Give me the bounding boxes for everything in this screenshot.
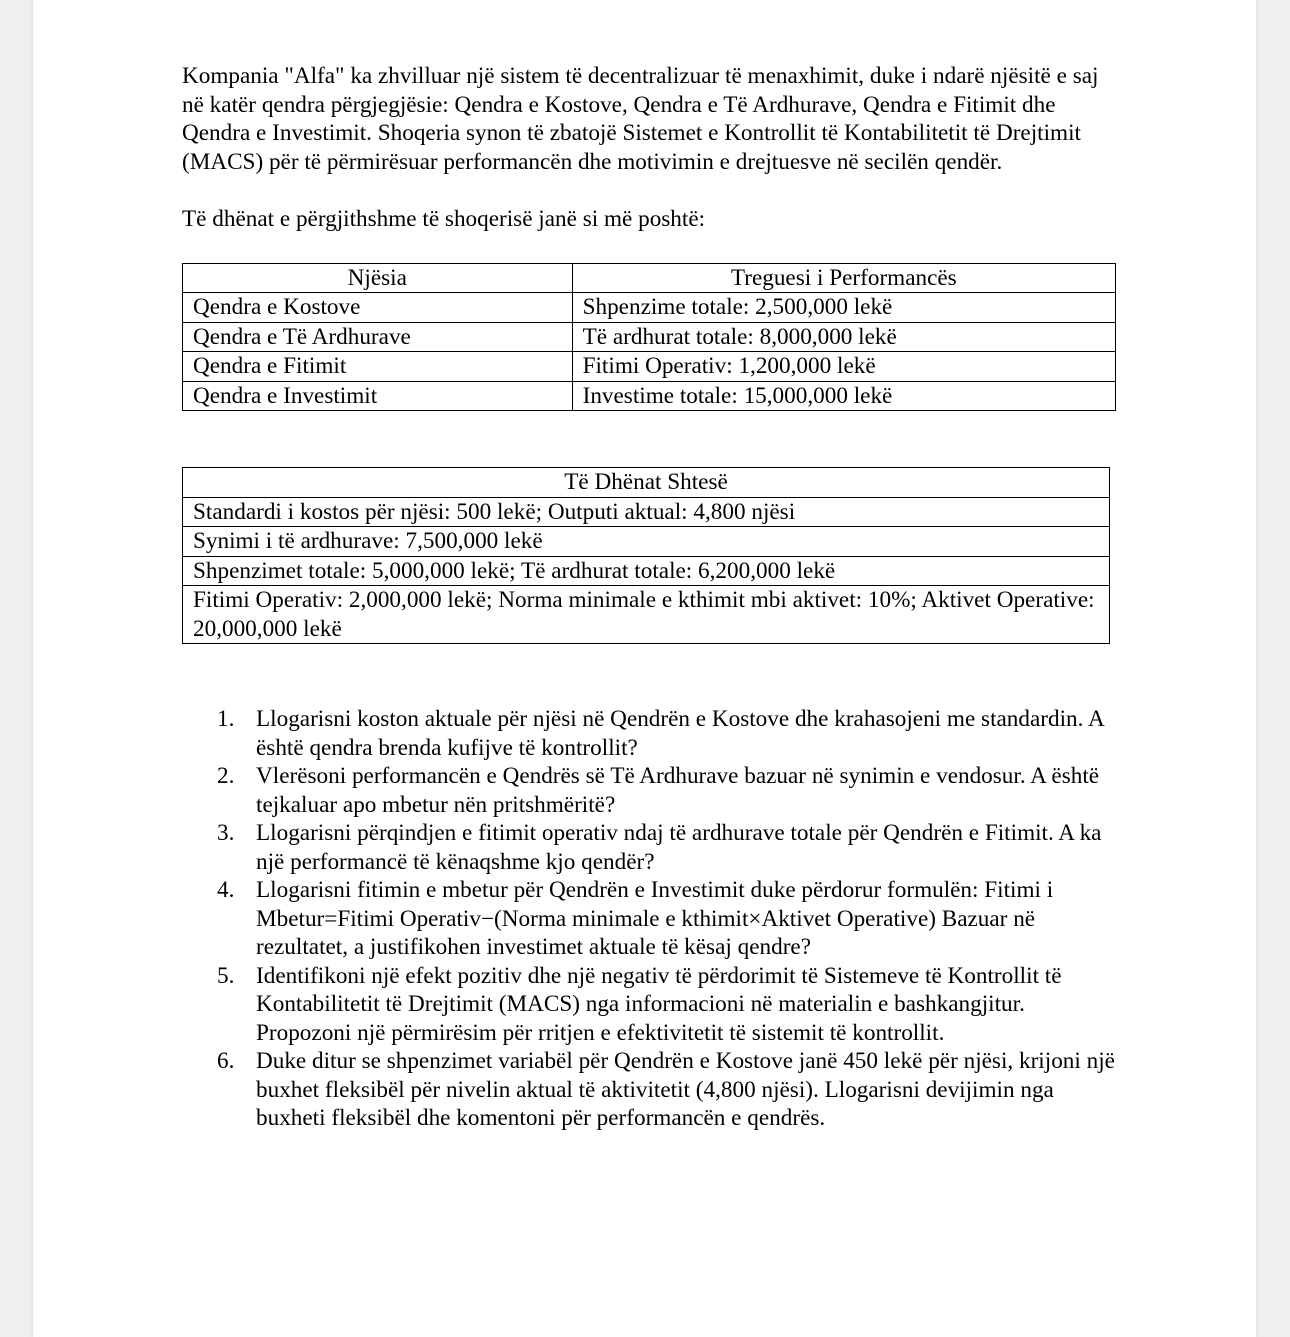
question-item: Llogarisni koston aktuale për njësi në Qendrën e Kostove dhe krahasojeni me standardin. A është qendra brenda kufijve të kontrollit?	[256, 706, 1104, 761]
column-header-indicator: Treguesi i Performancës	[572, 263, 1115, 293]
table-cell: Investime totale: 15,000,000 lekë	[572, 381, 1115, 411]
table-cell: Të ardhurat totale: 8,000,000 lekë	[572, 322, 1115, 352]
table-row	[183, 527, 1110, 557]
table-cell: Qendra e Investimit	[183, 381, 573, 411]
table-header-row	[183, 263, 1116, 293]
question-item: Vlerësoni performancën e Qendrës së Të Ardhurave bazuar në synimin e vendosur. A është tejkaluar apo mbetur nën pritshmëritë?	[256, 763, 1100, 818]
question-list	[182, 705, 1116, 1133]
performance-table	[182, 263, 1116, 412]
table-cell: Shpenzimet totale: 5,000,000 lekë; Të ardhurat totale: 6,200,000 lekë	[183, 556, 1110, 586]
column-header-unit: Njësia	[183, 263, 573, 293]
table-row	[183, 381, 1116, 411]
table-cell: Synimi i të ardhurave: 7,500,000 lekë	[183, 527, 1110, 557]
table-cell: Standardi i kostos për njësi: 500 lekë; Outputi aktual: 4,800 njësi	[183, 497, 1110, 527]
table-row	[183, 556, 1110, 586]
question-item: Duke ditur se shpenzimet variabël për Qendrën e Kostove janë 450 lekë për njësi, krijoni një buxhet fleksibël për nivelin aktual të aktivitetit (4,800 njësi). Llogarisni devijimin nga buxheti fleksibël dhe komentoni për performancën e qendrës.	[256, 1048, 1115, 1131]
table-row	[183, 352, 1116, 382]
table-cell: Fitimi Operativ: 2,000,000 lekë; Norma minimale e kthimit mbi aktivet: 10%; Aktivet Operative: 20,000,000 lekë	[183, 586, 1110, 644]
table-cell: Qendra e Të Ardhurave	[183, 322, 573, 352]
data-intro-line: Të dhënat e përgjithshme të shoqerisë janë si më poshtë:	[182, 206, 706, 232]
document-page	[33, 0, 1256, 1337]
table-cell: Qendra e Fitimit	[183, 352, 573, 382]
table-row	[183, 586, 1110, 644]
table-header-row	[183, 468, 1110, 498]
document-content	[182, 62, 1122, 1133]
table-row	[183, 322, 1116, 352]
table-row	[183, 497, 1110, 527]
table-cell: Shpenzime totale: 2,500,000 lekë	[572, 293, 1115, 323]
table-row	[183, 293, 1116, 323]
question-item: Llogarisni fitimin e mbetur për Qendrën e Investimit duke përdorur formulën: Fitimi i Mbetur=Fitimi Operativ−(Norma minimale e kthimit×Aktivet Operative) Bazuar në rezultatet, a justifikohen investimet aktuale të kësaj qendre?	[256, 877, 1054, 960]
question-item: Llogarisni përqindjen e fitimit operativ ndaj të ardhurave totale për Qendrën e Fitimit. A ka një performancë të kënaqshme kjo qendër?	[256, 820, 1102, 875]
additional-data-table	[182, 467, 1110, 644]
question-item: Identifikoni një efekt pozitiv dhe një negativ të përdorimit të Sistemeve të Kontrollit të Kontabilitetit të Drejtimit (MACS) nga informacioni në materialin e bashkangjitur. Propozoni një përmirësim për rritjen e efektivitetit të sistemit të kontrollit.	[256, 962, 1062, 1046]
table-cell: Fitimi Operativ: 1,200,000 lekë	[572, 352, 1115, 382]
table-cell: Qendra e Kostove	[183, 293, 573, 323]
additional-data-header: Të Dhënat Shtesë	[183, 468, 1110, 498]
intro-paragraph: Kompania "Alfa" ka zhvilluar një sistem të decentralizuar të menaxhimit, duke i ndarë njësitë e saj në katër qendra përgjegjësie: Qendra e Kostove, Qendra e Të Ardhurave, Qendra e Fitimit dhe Qendra e Investimit. Shoqeria synon të zbatojë Sistemet e Kontrollit të Kontabilitetit të Drejtimit (MACS) për të përmirësuar performancën dhe motivimin e drejtuesve në secilën qendër.	[182, 63, 1099, 175]
